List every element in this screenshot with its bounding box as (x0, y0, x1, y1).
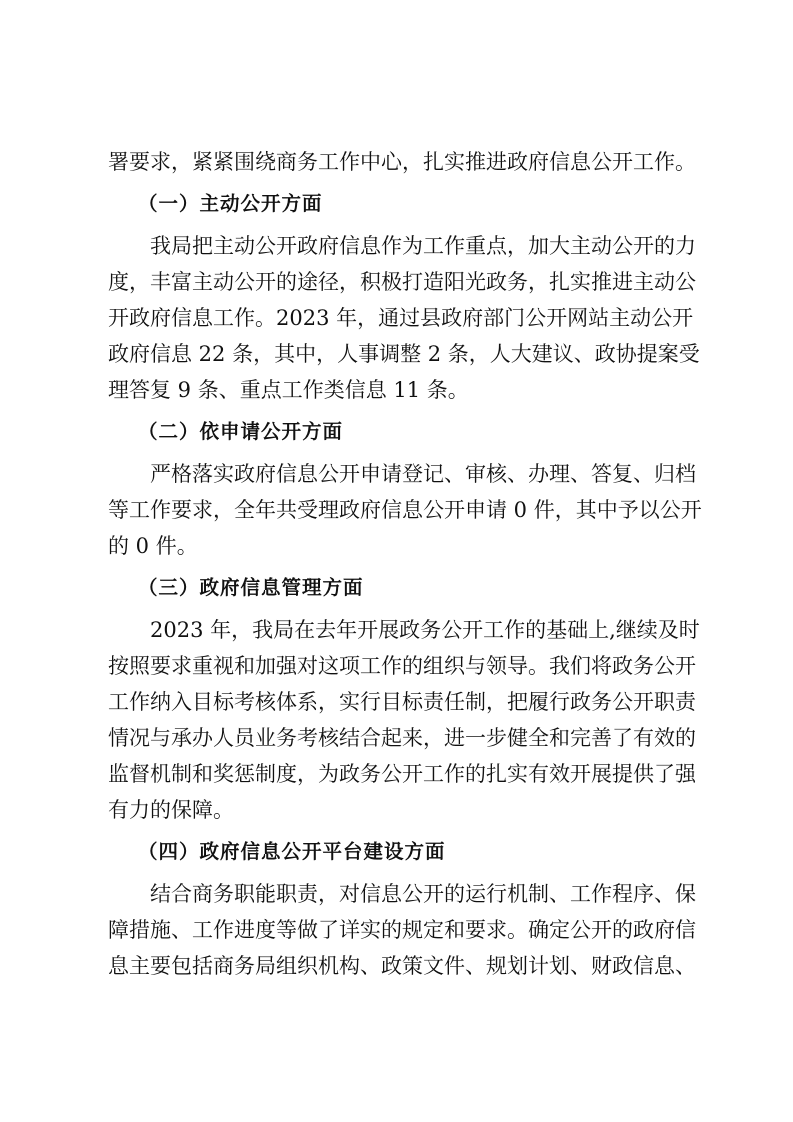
paragraph-line: 障措施、工作进度等做了详实的规定和要求。确定公开的政府信 (108, 918, 696, 942)
paragraph-line: 政府信息 22 条，其中，人事调整 2 条，人大建议、政协提案受 (108, 342, 700, 366)
paragraph-line: 息主要包括商务局组织机构、政策文件、规划计划、财政信息、 (108, 954, 696, 978)
paragraph-line: 监督机制和奖惩制度，为政务公开工作的扎实有效开展提供了强 (108, 762, 696, 786)
paragraph-line: 严格落实政府信息公开申请登记、审核、办理、答复、归档 (150, 462, 696, 486)
paragraph-line: 2023 年，我局在去年开展政务公开工作的基础上,继续及时 (150, 618, 700, 642)
document-body (108, 144, 702, 984)
section-heading-information-management: （三）政府信息管理方面 (138, 576, 364, 599)
paragraph-line: 结合商务职能职责，对信息公开的运行机制、工作程序、保 (150, 882, 696, 906)
paragraph-line: 我局把主动公开政府信息作为工作重点，加大主动公开的力 (150, 234, 696, 258)
paragraph-line: 按照要求重视和加强对这项工作的组织与领导。我们将政务公开 (108, 654, 696, 678)
section-heading-platform-construction: （四）政府信息公开平台建设方面 (138, 840, 446, 863)
section-heading-application-disclosure: （二）依申请公开方面 (138, 420, 344, 443)
paragraph-line: 开政府信息工作。2023 年，通过县政府部门公开网站主动公开 (108, 306, 694, 330)
paragraph-line: 有力的保障。 (108, 798, 234, 822)
paragraph-line: 等工作要求，全年共受理政府信息公开申请 0 件，其中予以公开 (108, 498, 702, 522)
paragraph-line: 工作纳入目标考核体系，实行目标责任制，把履行政务公开职责 (108, 690, 696, 714)
paragraph-line: 情况与承办人员业务考核结合起来，进一步健全和完善了有效的 (108, 726, 696, 750)
section-heading-proactive-disclosure: （一）主动公开方面 (138, 192, 323, 215)
paragraph-line: 理答复 9 条、重点工作类信息 11 条。 (108, 378, 469, 402)
paragraph-line: 的 0 件。 (108, 534, 198, 558)
paragraph-line: 署要求，紧紧围绕商务工作中心，扎实推进政府信息公开工作。 (108, 150, 696, 174)
paragraph-line: 度，丰富主动公开的途径，积极打造阳光政务，扎实推进主动公 (108, 270, 696, 294)
